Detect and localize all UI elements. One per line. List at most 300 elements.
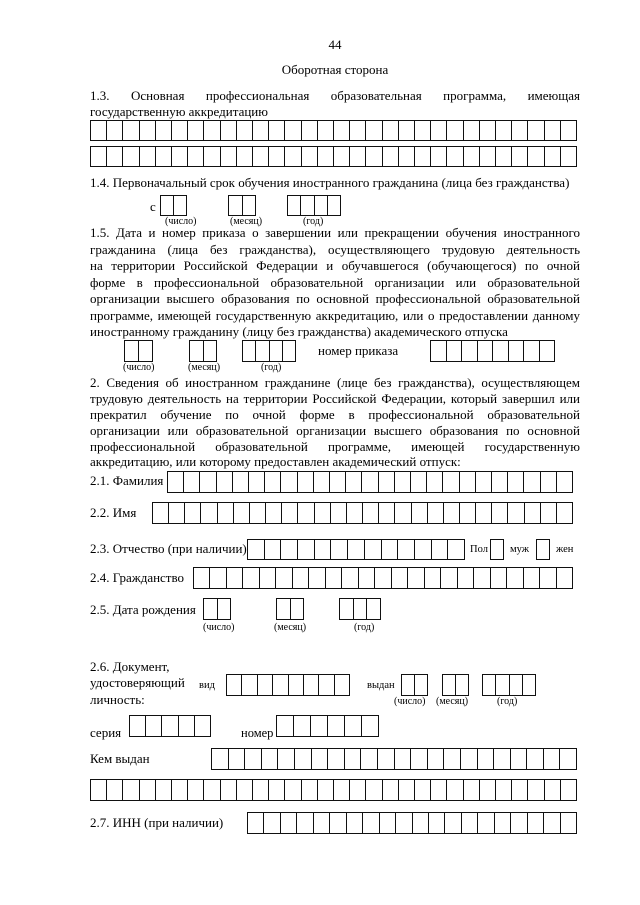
form-cell — [294, 749, 311, 769]
form-cell — [257, 675, 272, 695]
form-cell — [543, 749, 560, 769]
form-cell — [155, 147, 171, 166]
form-cell — [397, 540, 414, 559]
form-cell — [217, 599, 231, 619]
form-cell — [243, 341, 255, 361]
form-cell — [249, 503, 265, 523]
form-cell — [391, 568, 407, 588]
number-label: номер — [241, 726, 274, 740]
form-cell — [427, 749, 444, 769]
form-cell — [428, 813, 444, 833]
year-caption: (год) — [261, 362, 282, 373]
form-cell — [272, 675, 287, 695]
form-cell — [377, 749, 394, 769]
form-cell — [327, 196, 340, 215]
form-cell — [282, 341, 295, 361]
section-1-3-line: государственную аккредитацию — [90, 104, 268, 119]
form-cell — [446, 780, 462, 800]
form-cell — [203, 780, 219, 800]
form-cell — [288, 196, 300, 215]
order-number-label: номер приказа — [318, 343, 399, 358]
form-cell — [280, 472, 296, 492]
form-cell — [358, 568, 374, 588]
form-cell — [290, 599, 304, 619]
form-cell — [125, 341, 138, 361]
citizenship-cells — [193, 567, 573, 589]
form-cell — [241, 675, 256, 695]
form-cell — [187, 147, 203, 166]
issue-month-cells — [442, 674, 469, 696]
patronymic-cells — [247, 539, 465, 560]
form-cell — [325, 568, 341, 588]
month-caption: (месяц) — [188, 362, 221, 373]
form-cell — [139, 121, 155, 140]
form-cell — [314, 540, 331, 559]
form-cell — [381, 540, 398, 559]
birth-year-cells — [339, 598, 381, 620]
form-cell — [259, 568, 275, 588]
form-cell — [264, 540, 281, 559]
form-cell — [155, 780, 171, 800]
form-cell — [544, 147, 560, 166]
form-cell — [212, 749, 228, 769]
form-cell — [139, 780, 155, 800]
male-label: муж — [510, 544, 530, 555]
form-cell — [411, 503, 427, 523]
form-cell — [171, 780, 187, 800]
form-cell — [427, 503, 443, 523]
form-cell — [447, 540, 464, 559]
form-cell — [122, 780, 138, 800]
form-cell — [477, 813, 493, 833]
form-cell — [479, 121, 495, 140]
month-caption: (месяц) — [436, 696, 469, 707]
form-cell — [248, 540, 264, 559]
form-cell — [446, 341, 462, 361]
form-cell — [327, 749, 344, 769]
form-cell — [330, 540, 347, 559]
form-cell — [314, 196, 327, 215]
form-cell — [539, 568, 555, 588]
form-cell — [317, 780, 333, 800]
form-cell — [106, 780, 122, 800]
issued-by-label: Кем выдан — [90, 751, 150, 766]
sex-female-box — [536, 539, 550, 560]
form-cell — [277, 599, 290, 619]
form-cell — [268, 147, 284, 166]
form-cell — [560, 147, 576, 166]
form-cell — [523, 341, 539, 361]
form-cell — [522, 675, 535, 695]
form-cell — [91, 780, 106, 800]
from-label: с — [150, 199, 156, 214]
sex-male-box — [490, 539, 504, 560]
form-cell — [233, 503, 249, 523]
form-cell — [544, 780, 560, 800]
form-cell — [495, 147, 511, 166]
form-cell — [479, 780, 495, 800]
section-2-line: прекратил обучение по очной форме в профессиональной образовательной — [90, 407, 580, 422]
birth-month-cells — [276, 598, 304, 620]
form-cell — [414, 147, 430, 166]
form-cell — [463, 780, 479, 800]
form-cell — [495, 780, 511, 800]
form-cell — [171, 147, 187, 166]
form-cell — [252, 121, 268, 140]
study-start-day-cells — [160, 195, 187, 216]
form-cell — [540, 503, 556, 523]
form-cell — [229, 196, 242, 215]
form-cell — [430, 147, 446, 166]
form-cell — [301, 780, 317, 800]
form-cell — [556, 503, 572, 523]
form-cell — [255, 341, 268, 361]
form-cell — [346, 813, 362, 833]
form-cell — [559, 749, 576, 769]
form-cell — [443, 503, 459, 523]
form-cell — [507, 472, 523, 492]
form-cell — [297, 503, 313, 523]
section-2-line: организации или образовательной организации высшего образования по основной — [90, 423, 580, 438]
form-cell — [106, 121, 122, 140]
form-cell — [248, 472, 264, 492]
form-cell — [492, 341, 508, 361]
form-cell — [410, 472, 426, 492]
form-cell — [139, 147, 155, 166]
form-cell — [199, 472, 215, 492]
form-cell — [297, 472, 313, 492]
surname-cells — [167, 471, 573, 493]
identity-document-label: 2.6. Документ, — [90, 659, 170, 674]
form-cell — [311, 749, 328, 769]
form-cell — [483, 675, 495, 695]
form-cell — [398, 121, 414, 140]
study-start-year-cells — [287, 195, 341, 216]
form-cell — [122, 121, 138, 140]
form-cell — [194, 716, 210, 736]
form-cell — [313, 472, 329, 492]
form-cell — [334, 675, 349, 695]
form-cell — [209, 568, 225, 588]
form-cell — [526, 749, 543, 769]
section-2-line: 2. Сведения об иностранном гражданине (лице без гражданства), осуществляющем — [90, 375, 580, 390]
form-cell — [414, 121, 430, 140]
issue-day-cells — [401, 674, 428, 696]
form-cell — [382, 121, 398, 140]
form-cell — [430, 780, 446, 800]
form-cell — [203, 121, 219, 140]
form-cell — [236, 780, 252, 800]
form-cell — [130, 716, 145, 736]
form-cell — [329, 813, 345, 833]
section-1-5-line: иностранному гражданину (лицу без гражданства) академического отпуска — [90, 324, 508, 339]
year-caption: (год) — [354, 622, 375, 633]
section-1-5-line: гражданина (лица без гражданства), осуществляющего трудовую деятельность — [90, 242, 580, 257]
section-2-line: профессиональной образовательной программе, имеющей государственную — [90, 439, 580, 454]
form-cell — [268, 780, 284, 800]
form-cell — [556, 568, 572, 588]
form-cell — [313, 813, 329, 833]
form-cell — [431, 341, 446, 361]
section-2-line: трудовую деятельность на территории Российской Федерации, который завершил или — [90, 391, 580, 406]
form-cell — [204, 599, 217, 619]
form-cell — [379, 813, 395, 833]
identity-document-label: удостоверяющий — [90, 675, 185, 690]
first-name-cells — [152, 502, 573, 524]
form-cell — [459, 503, 475, 523]
form-cell — [310, 716, 327, 736]
form-cell — [317, 121, 333, 140]
form-cell — [301, 121, 317, 140]
form-cell — [344, 749, 361, 769]
sex-label: Пол — [470, 544, 488, 555]
section-2-line: аккредитацию, или которому предоставлен академический отпуск: — [90, 454, 461, 469]
form-cell — [252, 780, 268, 800]
number-cells — [276, 715, 379, 737]
form-cell — [365, 147, 381, 166]
form-cell — [297, 540, 314, 559]
form-cell — [277, 749, 294, 769]
form-cell — [244, 749, 261, 769]
form-cell — [248, 813, 263, 833]
form-cell — [382, 780, 398, 800]
form-cell — [463, 147, 479, 166]
year-caption: (год) — [303, 216, 324, 227]
form-cell — [341, 568, 357, 588]
form-cell — [317, 147, 333, 166]
form-cell — [327, 716, 344, 736]
form-cell — [442, 472, 458, 492]
patronymic-label: 2.3. Отчество (при наличии) — [90, 541, 247, 556]
form-cell — [495, 121, 511, 140]
form-cell — [362, 813, 378, 833]
form-cell — [329, 472, 345, 492]
program-cells-row-1 — [90, 120, 577, 141]
section-1-5-line: на территории Российской Федерации и обучавшегося (обучающегося) по очной — [90, 258, 580, 273]
form-cell — [217, 503, 233, 523]
form-cell — [495, 675, 508, 695]
form-cell — [284, 147, 300, 166]
section-1-4-text: 1.4. Первоначальный срок обучения иностранного гражданина (лица без гражданства) — [90, 175, 570, 190]
day-caption: (число) — [203, 622, 235, 633]
form-cell — [475, 503, 491, 523]
form-cell — [300, 196, 313, 215]
form-cell — [168, 503, 184, 523]
form-cell — [284, 121, 300, 140]
form-cell — [220, 780, 236, 800]
form-cell — [361, 472, 377, 492]
form-cell — [378, 503, 394, 523]
form-cell — [382, 147, 398, 166]
form-cell — [457, 568, 473, 588]
form-cell — [394, 749, 411, 769]
year-caption: (год) — [497, 696, 518, 707]
form-cell — [414, 675, 427, 695]
form-cell — [106, 147, 122, 166]
page-number: 44 — [328, 37, 342, 52]
form-cell — [288, 675, 303, 695]
form-cell — [153, 503, 168, 523]
form-cell — [236, 147, 252, 166]
first-name-label: 2.2. Имя — [90, 505, 137, 520]
form-cell — [184, 503, 200, 523]
form-cell — [394, 472, 410, 492]
form-cell — [510, 749, 527, 769]
form-cell — [173, 196, 186, 215]
order-month-cells — [189, 340, 217, 362]
document-kind-label: вид — [199, 680, 215, 691]
form-cell — [155, 121, 171, 140]
series-cells — [129, 715, 211, 737]
form-cell — [333, 147, 349, 166]
form-cell — [491, 540, 503, 559]
form-cell — [378, 472, 394, 492]
issued-by-cells-row-2 — [90, 779, 577, 801]
form-cell — [395, 813, 411, 833]
form-cell — [236, 121, 252, 140]
order-day-cells — [124, 340, 153, 362]
form-cell — [508, 341, 524, 361]
form-cell — [455, 675, 468, 695]
form-cell — [364, 540, 381, 559]
form-cell — [122, 147, 138, 166]
form-cell — [402, 675, 414, 695]
form-cell — [461, 341, 477, 361]
form-cell — [190, 341, 203, 361]
day-caption: (число) — [123, 362, 155, 373]
form-cell — [527, 780, 543, 800]
form-cell — [227, 675, 241, 695]
form-cell — [539, 341, 555, 361]
page-title: Оборотная сторона — [281, 62, 389, 77]
form-cell — [168, 472, 183, 492]
form-cell — [349, 121, 365, 140]
form-cell — [477, 749, 494, 769]
form-cell — [366, 599, 380, 619]
form-cell — [560, 813, 576, 833]
form-cell — [510, 813, 526, 833]
section-1-5-line: форме в профессиональной образовательной организации или образовательной — [90, 275, 580, 290]
study-start-month-cells — [228, 195, 256, 216]
form-cell — [556, 472, 572, 492]
form-cell — [540, 472, 556, 492]
birth-day-cells — [203, 598, 231, 620]
form-cell — [203, 147, 219, 166]
form-cell — [353, 599, 367, 619]
birth-date-label: 2.5. Дата рождения — [90, 602, 196, 617]
form-cell — [194, 568, 209, 588]
form-cell — [161, 196, 173, 215]
form-cell — [361, 716, 378, 736]
form-cell — [349, 780, 365, 800]
form-cell — [264, 472, 280, 492]
form-cell — [347, 540, 364, 559]
form-cell — [431, 540, 448, 559]
form-cell — [296, 813, 312, 833]
form-cell — [560, 121, 576, 140]
day-caption: (число) — [394, 696, 426, 707]
form-cell — [252, 147, 268, 166]
form-cell — [543, 813, 559, 833]
form-cell — [506, 568, 522, 588]
form-cell — [544, 121, 560, 140]
form-cell — [440, 568, 456, 588]
form-cell — [269, 341, 282, 361]
issued-label: выдан — [367, 680, 395, 691]
program-cells-row-2 — [90, 146, 577, 167]
form-cell — [200, 503, 216, 523]
form-cell — [314, 503, 330, 523]
form-cell — [365, 121, 381, 140]
form-cell — [477, 341, 493, 361]
form-cell — [362, 503, 378, 523]
form-cell — [263, 813, 279, 833]
form-cell — [277, 716, 293, 736]
form-cell — [242, 568, 258, 588]
form-cell — [398, 780, 414, 800]
form-cell — [284, 780, 300, 800]
form-cell — [490, 568, 506, 588]
series-label: серия — [90, 725, 122, 740]
form-cell — [479, 147, 495, 166]
form-cell — [524, 503, 540, 523]
form-cell — [407, 568, 423, 588]
form-cell — [394, 503, 410, 523]
form-cell — [523, 568, 539, 588]
form-cell — [346, 503, 362, 523]
form-cell — [527, 121, 543, 140]
form-cell — [527, 147, 543, 166]
form-cell — [261, 749, 278, 769]
order-number-cells — [430, 340, 555, 362]
form-cell — [303, 675, 318, 695]
form-cell — [511, 121, 527, 140]
form-cell — [242, 196, 256, 215]
form-cell — [330, 503, 346, 523]
form-cell — [145, 716, 161, 736]
form-cell — [232, 472, 248, 492]
inn-cells — [247, 812, 577, 834]
section-1-3-line: 1.3. Основная профессиональная образовательная программа, имеющая — [90, 88, 580, 103]
form-cell — [446, 121, 462, 140]
form-cell — [365, 780, 381, 800]
form-cell — [430, 121, 446, 140]
form-cell — [414, 540, 431, 559]
form-cell — [203, 341, 217, 361]
form-cell — [426, 472, 442, 492]
form-cell — [527, 813, 543, 833]
inn-label: 2.7. ИНН (при наличии) — [90, 815, 224, 830]
document-kind-cells — [226, 674, 350, 696]
form-cell — [537, 540, 549, 559]
form-cell — [161, 716, 177, 736]
form-cell — [398, 147, 414, 166]
form-cell — [509, 675, 522, 695]
form-cell — [280, 540, 297, 559]
form-cell — [349, 147, 365, 166]
form-cell — [281, 503, 297, 523]
identity-document-label: личность: — [90, 692, 145, 707]
form-cell — [410, 749, 427, 769]
form-cell — [494, 813, 510, 833]
form-cell — [511, 780, 527, 800]
form-cell — [333, 121, 349, 140]
section-1-5-line: организации высшего образования по основной профессиональной образовательной — [90, 291, 580, 306]
issue-year-cells — [482, 674, 536, 696]
form-cell — [228, 749, 245, 769]
form-cell — [414, 780, 430, 800]
citizenship-label: 2.4. Гражданство — [90, 570, 185, 585]
